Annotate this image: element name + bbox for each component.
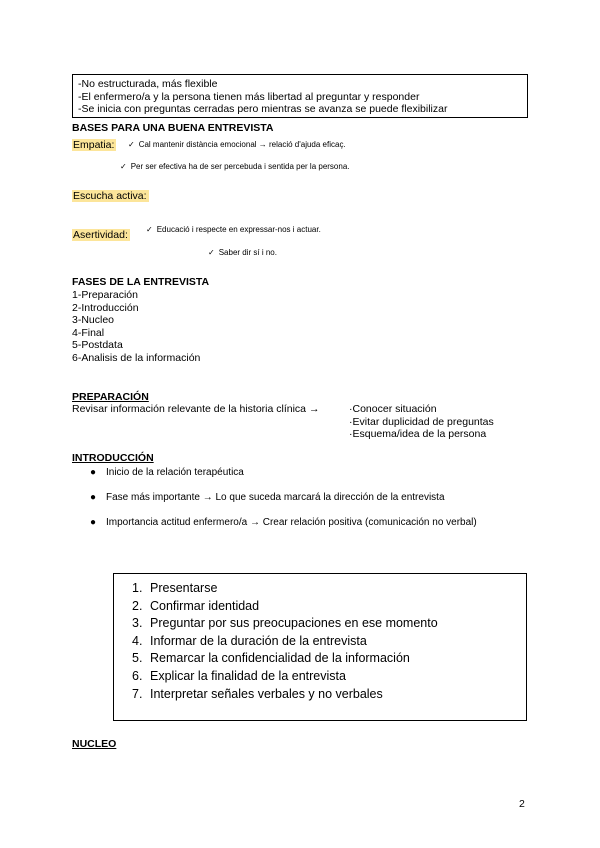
step-number: 2. (132, 598, 143, 613)
step-number: 3. (132, 616, 143, 631)
check-icon: ✓ (208, 248, 215, 257)
step-number: 5. (132, 651, 143, 666)
empatia-item (120, 162, 350, 171)
fase-item: 3-Nucleo (72, 314, 115, 327)
step-item (132, 686, 526, 704)
nucleo-title: NUCLEO (72, 738, 117, 750)
preparacion-item: ·Conocer situación (349, 403, 437, 415)
bullet-text: Fase más importante → Lo que suceda marcará la dirección de la entrevista (106, 492, 445, 503)
empatia-label: Empatia: (73, 139, 115, 151)
fase-item: 2-Introducción (72, 301, 139, 314)
page-number: 2 (519, 798, 525, 810)
preparacion-title: PREPARACIÓN (72, 391, 149, 403)
asertividad-item-text: Educació i respecte en expressar-nos i actuar. (156, 225, 321, 234)
introduccion-bullet (90, 467, 244, 478)
introduccion-title: INTRODUCCIÓN (72, 452, 154, 464)
step-text: Presentarse (150, 581, 218, 595)
step-number: 1. (132, 581, 143, 595)
fases-list (72, 289, 200, 365)
bullet-text: Importancia actitud enfermero/a → Crear relación positiva (comunicación no verbal) (106, 517, 477, 528)
introduccion-bullet (90, 492, 445, 503)
preparacion-item: ·Evitar duplicidad de preguntas (349, 415, 494, 428)
step-item (132, 633, 526, 651)
escucha-label-wrap (72, 186, 149, 204)
preparacion-item: ·Esquema/idea de la persona (349, 428, 487, 441)
step-number: 4. (132, 633, 143, 648)
check-icon: ✓ (128, 140, 135, 149)
escucha-label: Escucha activa: (73, 190, 147, 202)
step-text: Explicar la finalidad de la entrevista (150, 668, 346, 683)
step-text: Preguntar por sus preocupaciones en ese momento (150, 616, 438, 631)
check-icon: ✓ (120, 162, 127, 171)
asertividad-item (146, 225, 321, 234)
bullet-icon: ● (90, 467, 97, 478)
introduccion-bullet (90, 517, 477, 528)
step-number: 7. (132, 686, 143, 701)
empatia-label-wrap (72, 135, 116, 153)
asertividad-item (208, 248, 277, 257)
step-item (132, 580, 526, 598)
asertividad-label: Asertividad: (73, 229, 128, 241)
step-item (132, 598, 526, 616)
step-text: Remarcar la confidencialidad de la información (150, 651, 410, 666)
bullet-icon: ● (90, 492, 97, 503)
step-item (132, 668, 526, 686)
asertividad-item-text: Saber dir sí i no. (218, 248, 277, 257)
fase-item: 5-Postdata (72, 339, 123, 352)
step-text: Informar de la duración de la entrevista (150, 633, 367, 648)
fase-item: 6-Analisis de la información (72, 351, 201, 364)
fases-title: FASES DE LA ENTREVISTA (72, 276, 210, 288)
step-item (132, 650, 526, 668)
asertividad-label-wrap (72, 225, 130, 243)
empatia-item-text: Cal mantenir distància emocional → relació d'ajuda eficaç. (138, 140, 346, 149)
fase-item: 1-Preparación (72, 289, 138, 301)
preparacion-list (349, 403, 494, 441)
empatia-item-text: Per ser efectiva ha de ser percebuda i sentida per la persona. (130, 162, 350, 171)
bullet-text: Inicio de la relación terapéutica (106, 467, 244, 478)
fase-item: 4-Final (72, 326, 105, 339)
steps-box (113, 573, 527, 721)
bases-title: BASES PARA UNA BUENA ENTREVISTA (72, 122, 274, 134)
bullet-icon: ● (90, 517, 97, 528)
intro-line: -El enfermero/a y la persona tienen más libertad al preguntar y responder (78, 90, 420, 103)
step-item (132, 615, 526, 633)
intro-line: -No estructurada, más flexible (78, 78, 218, 90)
preparacion-main: Revisar información relevante de la historia clínica → (72, 403, 320, 415)
empatia-item (128, 140, 346, 149)
intro-line: -Se inicia con preguntas cerradas pero mientras se avanza se puede flexibilizar (78, 103, 448, 115)
step-number: 6. (132, 668, 143, 683)
step-text: Confirmar identidad (150, 598, 260, 613)
step-text: Interpretar señales verbales y no verbales (150, 686, 383, 701)
check-icon: ✓ (146, 225, 153, 234)
intro-box (72, 74, 528, 118)
